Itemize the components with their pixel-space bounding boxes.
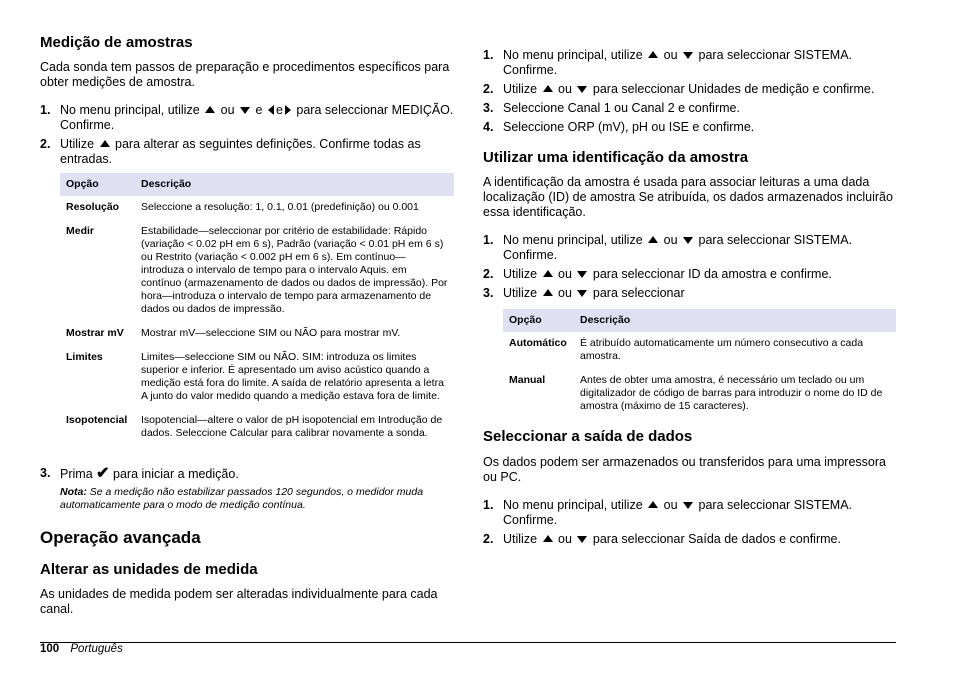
footer-language: Português: [70, 643, 123, 655]
step-2-saida: [483, 532, 896, 547]
step-number: 2.: [483, 532, 494, 546]
table-row: [60, 196, 454, 220]
intro-paragraph: Cada sonda tem passos de preparação e procedimentos específicos para obter medições de amostra.: [40, 60, 450, 89]
arrow-down-icon: [240, 107, 250, 114]
option-name: Automático: [509, 337, 567, 349]
step-text: No menu principal, utilize: [503, 233, 643, 247]
step-number: 2.: [40, 137, 51, 151]
step-number: 3.: [483, 101, 494, 115]
arrow-down-icon: [577, 536, 587, 543]
step-text: ou: [663, 233, 678, 247]
step-number: 1.: [483, 48, 494, 62]
step-2-unidades: [483, 82, 896, 97]
step-text: No menu principal, utilize: [503, 498, 643, 512]
page-number: 100: [40, 643, 60, 655]
arrow-up-icon: [648, 236, 658, 243]
option-name: Limites: [66, 351, 103, 363]
step-3-medicao: [40, 466, 454, 482]
step-text: ou: [663, 498, 678, 512]
option-name: Resolução: [66, 201, 120, 213]
step-text: e: [275, 103, 283, 117]
step-number: 2.: [483, 82, 494, 96]
table-row: [60, 409, 454, 446]
step-text: para seleccionar SISTEMA. Confirme.: [503, 233, 853, 262]
step-text: para seleccionar: [592, 286, 685, 300]
step-text: Seleccione ORP (mV), pH ou ISE e confirme.: [503, 120, 755, 134]
note-label: Nota:: [60, 486, 87, 498]
step-1-unidades: [483, 48, 896, 78]
arrow-up-icon: [648, 51, 658, 58]
option-name: Medir: [66, 225, 95, 237]
step-text: ou: [220, 103, 235, 117]
option-description: É atribuído automaticamente um número consecutivo a cada amostra.: [580, 337, 864, 362]
step-text: ou: [558, 267, 572, 281]
options-table-id: [503, 309, 896, 419]
step-text: para iniciar a medição.: [113, 467, 239, 481]
table-row: [60, 220, 454, 322]
step-text: para alterar as seguintes definições. Confirme todas as entradas.: [60, 137, 421, 166]
step-text: para seleccionar Saída de dados e confirme.: [592, 532, 841, 546]
saida-paragraph: Os dados podem ser armazenados ou transferidos para uma impressora ou PC.: [483, 455, 886, 484]
step-text: Utilize: [503, 286, 538, 300]
step-text: para seleccionar ID da amostra e confirme.: [592, 267, 832, 281]
option-description: Isopotencial—altere o valor de pH isopotencial em Introdução de dados. Seleccione Calcular para calibrar novamente a sonda.: [141, 414, 443, 439]
arrow-right-icon: [285, 105, 291, 115]
step-text: ou: [663, 48, 678, 62]
step-2-medicao: [40, 137, 454, 167]
arrow-down-icon: [683, 52, 693, 59]
option-name: Mostrar mV: [66, 327, 124, 339]
step-number: 3.: [483, 286, 494, 300]
step-4-unidades: [483, 120, 896, 135]
step-text: ou: [558, 532, 572, 546]
step-text: Utilize: [503, 82, 538, 96]
table-header-descricao: Descrição: [574, 309, 896, 332]
table-header-opcao: Opção: [60, 173, 135, 196]
page-footer: [40, 643, 123, 655]
arrow-up-icon: [543, 270, 553, 277]
step-text: para seleccionar MEDIÇÃO. Confirme.: [60, 103, 454, 132]
arrow-up-icon: [100, 140, 110, 147]
note-text: Se a medição não estabilizar passados 120 segundos, o medidor muda automaticamente para o modo de medição contínua.: [60, 486, 424, 511]
step-text: No menu principal, utilize: [60, 103, 200, 117]
step-1-medicao: [40, 103, 454, 133]
step-text: No menu principal, utilize: [503, 48, 643, 62]
arrow-down-icon: [577, 271, 587, 278]
arrow-up-icon: [543, 85, 553, 92]
arrow-down-icon: [683, 502, 693, 509]
unidades-paragraph: As unidades de medida podem ser alteradas individualmente para cada canal.: [40, 587, 438, 616]
arrow-left-icon: [268, 105, 274, 115]
step-1-saida: [483, 498, 896, 528]
step-text: e: [255, 103, 263, 117]
arrow-down-icon: [577, 86, 587, 93]
step-text: Utilize: [503, 267, 538, 281]
arrow-down-icon: [577, 290, 587, 297]
options-table-medicao: [60, 173, 454, 446]
table-header-descricao: Descrição: [135, 173, 454, 196]
arrow-up-icon: [648, 501, 658, 508]
step-number: 3.: [40, 466, 51, 480]
step-text: para seleccionar SISTEMA. Confirme.: [503, 498, 853, 527]
step-text: ou: [558, 286, 572, 300]
option-description: Seleccione a resolução: 1, 0.1, 0.01 (predefinição) ou 0.001: [141, 201, 419, 213]
table-row: [503, 369, 896, 419]
arrow-up-icon: [543, 535, 553, 542]
step-number: 1.: [40, 103, 51, 117]
heading-alterar-unidades: Alterar as unidades de medida: [40, 561, 258, 578]
checkmark-icon: ✔: [96, 465, 110, 482]
footer-divider: [40, 642, 896, 643]
step-text: ou: [558, 82, 572, 96]
option-description: Limites—seleccione SIM ou NÃO. SIM: introduza os limites superior e inferior. É apresentado um aviso acústico quando a medição está fora do limite. A saída de relatório apresenta a letra A junto do valor medido quando a medição estava fora de limite.: [141, 351, 444, 402]
step-2-id: [483, 267, 896, 282]
step-number: 4.: [483, 120, 494, 134]
step-3-id: [483, 286, 896, 301]
step-1-id: [483, 233, 896, 263]
option-description: Antes de obter uma amostra, é necessário um teclado ou um digitalizador de código de barras para introduzir o nome do ID de amostra (máximo de 15 caracteres).: [580, 374, 883, 412]
step-3-unidades: [483, 101, 896, 116]
heading-medicao-amostras: Medição de amostras: [40, 34, 193, 51]
step-text: Seleccione Canal 1 ou Canal 2 e confirme.: [503, 101, 740, 115]
option-description: Mostrar mV—seleccione SIM ou NÃO para mostrar mV.: [141, 327, 401, 339]
heading-saida-dados: Seleccionar a saída de dados: [483, 428, 693, 445]
table-row: [60, 346, 454, 409]
id-paragraph: A identificação da amostra é usada para associar leituras a uma dada localização (ID) de amostra Se atribuída, os dados armazenados incluirão essa identificação.: [483, 175, 893, 219]
note: [60, 486, 454, 512]
step-text: para seleccionar SISTEMA. Confirme.: [503, 48, 853, 77]
step-text: Prima: [60, 467, 93, 481]
option-name: Isopotencial: [66, 414, 128, 426]
option-description: Estabilidade—seleccionar por critério de estabilidade: Rápido (variação < 0.02 pH em 6 s), Padrão (variação < 0.01 pH em 6 s) ou Restrito (variação < 0.002 pH em 6 s). Em contínuo—introduza o intervalo de tempo para o intervalo Aquis. em contínuo (armazenamento de dados ou dados de impressão). Por hora—introduza o intervalo de tempo para armazenamento de dados ou dados de impressão.: [141, 225, 448, 315]
step-number: 1.: [483, 498, 494, 512]
step-number: 2.: [483, 267, 494, 281]
table-row: [60, 322, 454, 346]
table-header-opcao: Opção: [503, 309, 574, 332]
arrow-up-icon: [543, 289, 553, 296]
step-text: Utilize: [503, 532, 538, 546]
heading-identificacao-amostra: Utilizar uma identificação da amostra: [483, 149, 749, 166]
step-number: 1.: [483, 233, 494, 247]
step-text: Utilize: [60, 137, 95, 151]
step-text: para seleccionar Unidades de medição e confirme.: [592, 82, 875, 96]
table-row: [503, 332, 896, 369]
arrow-down-icon: [683, 237, 693, 244]
heading-operacao-avancada: Operação avançada: [40, 528, 201, 547]
option-name: Manual: [509, 374, 546, 386]
arrow-up-icon: [205, 106, 215, 113]
